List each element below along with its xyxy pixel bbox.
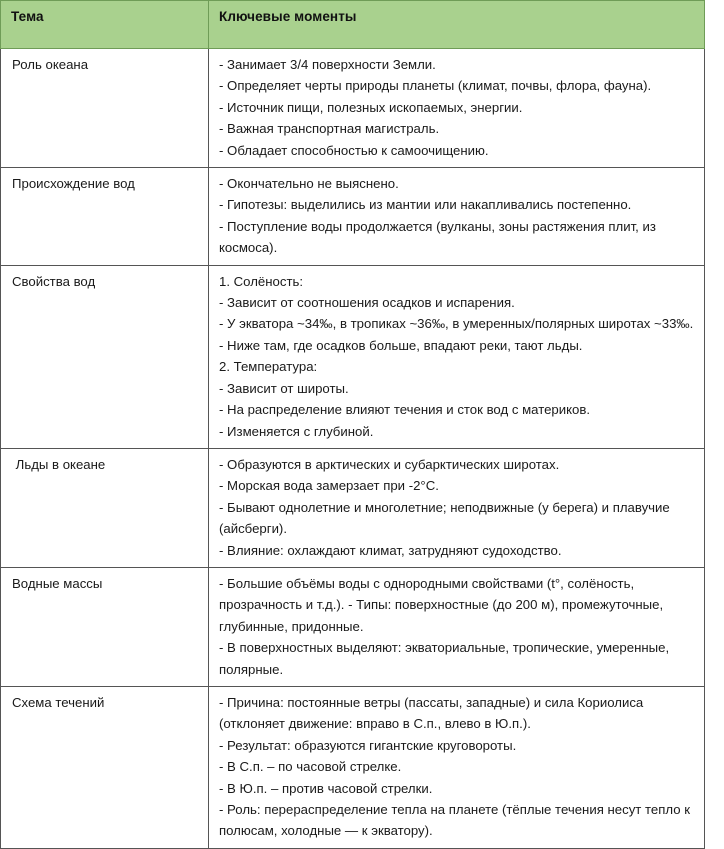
- key-point-line: - Окончательно не выяснено.: [219, 176, 399, 192]
- key-point-line: - Зависит от соотношения осадков и испарения.: [219, 295, 515, 311]
- key-point-line: 2. Температура:: [219, 359, 318, 375]
- key-point-line: - В поверхностных выделяют: экваториальные, тропические, умеренные, полярные.: [219, 640, 670, 677]
- table-row: [1, 265, 705, 448]
- cell-topic: Льды в океане: [1, 448, 209, 567]
- cell-key-points: [209, 448, 705, 567]
- key-point-line: - На распределение влияют течения и сток вод с материков.: [219, 402, 591, 418]
- table-row: [1, 168, 705, 266]
- key-point-line: - Влияние: охлаждают климат, затрудняют судоходство.: [219, 542, 562, 558]
- column-header-key-points: Ключевые моменты: [209, 1, 705, 49]
- key-point-line: - Определяет черты природы планеты (климат, почвы, флора, фауна).: [219, 78, 652, 94]
- key-point-line: - Поступление воды продолжается (вулканы, зоны растяжения плит, из космоса).: [219, 218, 656, 256]
- cell-key-points: [209, 265, 705, 448]
- cell-topic: Схема течений: [1, 686, 209, 848]
- cell-key-points: [209, 49, 705, 168]
- key-point-line: - Результат: образуются гигантские круговороты.: [219, 737, 517, 753]
- key-point-line: 1. Солёность:: [219, 273, 304, 289]
- key-point-line: - Источник пищи, полезных ископаемых, энергии.: [219, 99, 523, 115]
- key-point-line: - Бывают однолетние и многолетние; неподвижные (у берега) и плавучие (айсберги).: [219, 499, 670, 537]
- table-header: [1, 1, 705, 49]
- key-point-line: - Занимает 3/4 поверхности Земли.: [219, 57, 436, 72]
- table-row: [1, 567, 705, 686]
- key-point-line: - Причина: постоянные ветры (пассаты, западные) и сила Кориолиса (отклоняет движение: вправо в С.п., влево в Ю.п.).: [219, 694, 644, 732]
- cell-topic: Свойства вод: [1, 265, 209, 448]
- key-point-line: - Важная транспортная магистраль.: [219, 121, 440, 137]
- key-point-line: - Зависит от широты.: [219, 380, 349, 396]
- key-point-line: - В Ю.п. – против часовой стрелки.: [219, 780, 433, 796]
- cell-key-points: [209, 686, 705, 848]
- key-point-line: - Изменяется с глубиной.: [219, 423, 374, 439]
- table-header-row: [1, 1, 705, 49]
- cell-key-points: [209, 567, 705, 686]
- cell-topic: Водные массы: [1, 567, 209, 686]
- key-point-line: - Большие объёмы воды с однородными свойствами (t°, солёность, прозрачность и т.д.). - Типы: поверхностные (до 200 м), промежуточные, глубинные, придонные.: [219, 575, 664, 634]
- cell-topic: Происхождение вод: [1, 168, 209, 266]
- cell-key-points: [209, 168, 705, 266]
- key-point-line: - Образуются в арктических и субарктических широтах.: [219, 456, 560, 472]
- key-point-line: - Гипотезы: выделились из мантии или накапливались постепенно.: [219, 197, 632, 213]
- column-header-topic: Тема: [1, 1, 209, 49]
- key-point-line: - Морская вода замерзает при -2°C.: [219, 478, 439, 494]
- cell-topic: Роль океана: [1, 49, 209, 168]
- table-row: [1, 49, 705, 168]
- key-point-line: - Роль: перераспределение тепла на планете (тёплые течения несут тепло к полюсам, холодные — к экватору).: [219, 802, 690, 839]
- key-point-line: - У экватора ~34‰, в тропиках ~36‰, в умеренных/полярных широтах ~33‰.: [219, 316, 694, 332]
- table-row: [1, 448, 705, 567]
- table-row: [1, 686, 705, 848]
- table-body: [1, 49, 705, 849]
- key-point-line: - Ниже там, где осадков больше, впадают реки, тают льды.: [219, 337, 583, 353]
- key-point-line: - В С.п. – по часовой стрелке.: [219, 759, 402, 775]
- key-point-line: - Обладает способностью к самоочищению.: [219, 142, 489, 158]
